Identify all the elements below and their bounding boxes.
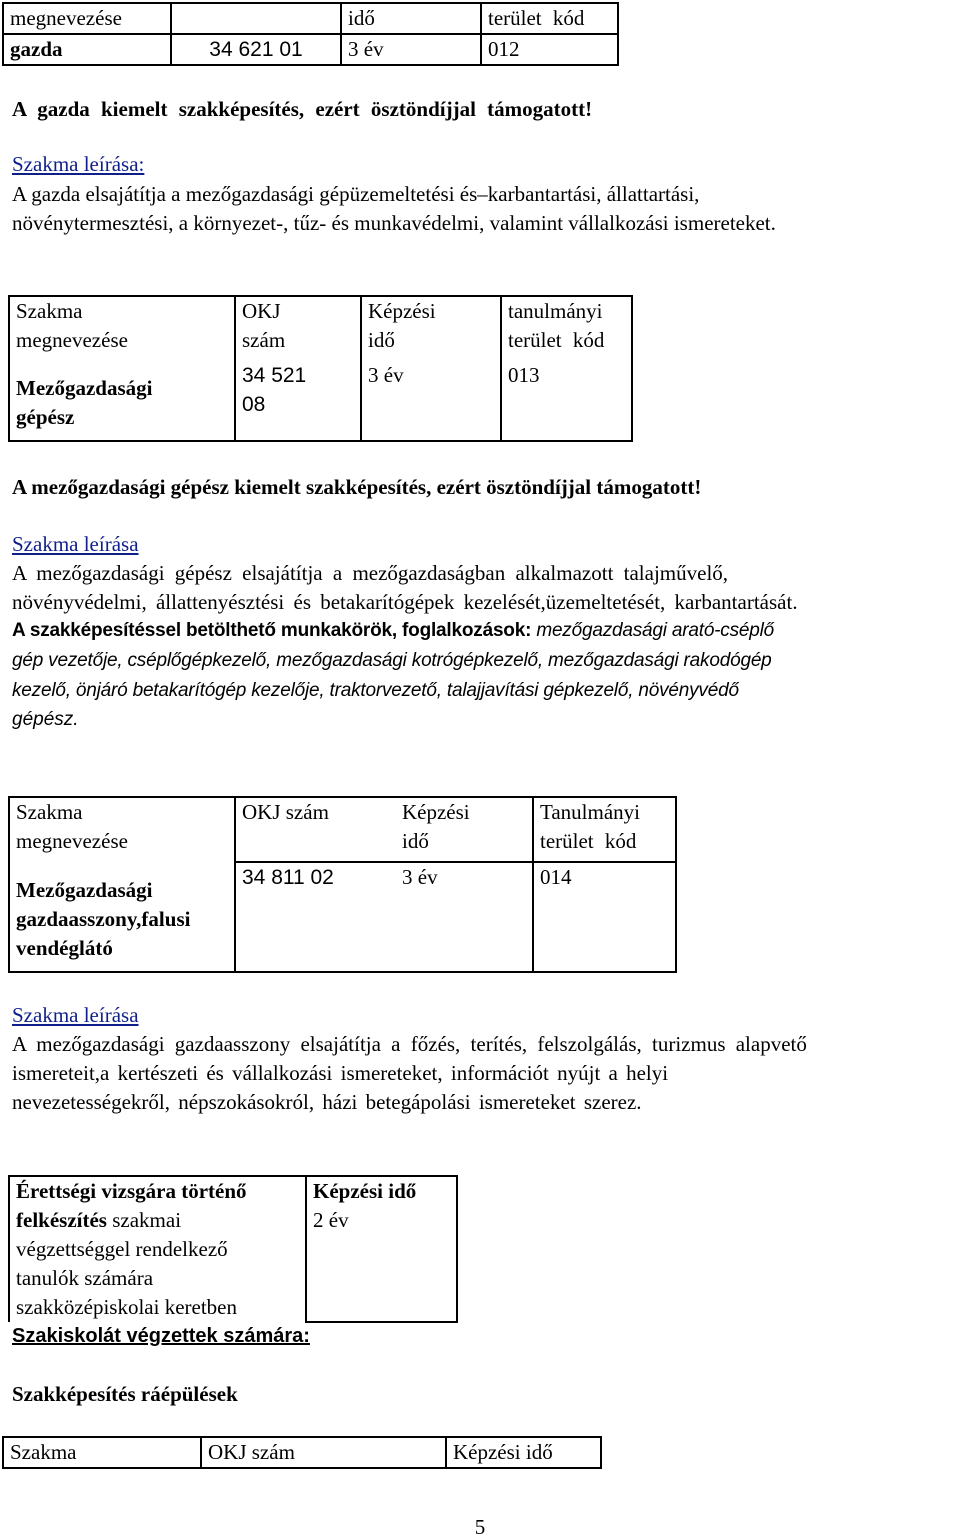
- table-row: [9, 797, 676, 862]
- header-okj: OKJ: [242, 299, 281, 323]
- description-heading: Szakma leírása: [12, 532, 139, 556]
- header-terulet-kod: terület kód: [508, 328, 605, 352]
- exam-prep-text: szakközépiskolai keretben: [16, 1295, 237, 1319]
- cell-header: [533, 797, 676, 862]
- cell-name: [9, 862, 235, 972]
- header-szam: szám: [242, 328, 286, 352]
- jobs-line: gépész.: [12, 709, 79, 730]
- header-terulet-kod: terület kód: [488, 6, 585, 30]
- cell-name: [3, 34, 171, 65]
- cell-time: [361, 361, 501, 441]
- profession-name: gazdaasszony,falusi: [16, 906, 191, 931]
- cell-header: [501, 296, 632, 361]
- header-cell: [3, 3, 171, 34]
- cell-code: [501, 361, 632, 441]
- header-okj-szam: OKJ szám: [208, 1440, 295, 1464]
- table-row: [9, 862, 676, 972]
- header-kepzesi: Képzési: [368, 299, 436, 323]
- profession-name: Mezőgazdasági: [16, 877, 153, 902]
- cell-header: [9, 797, 235, 862]
- area-code: 014: [540, 864, 572, 889]
- jobs-text: mezőgazdasági arató-cséplő: [536, 620, 775, 641]
- header-cell: [171, 3, 341, 34]
- description-line: növényvédelmi, állattenyésztési és betakarítógépek kezelését,üzemeltetését, karbantartását.: [12, 590, 798, 614]
- description-heading: Szakma leírása: [12, 1003, 139, 1027]
- exam-prep-title: Érettségi vizsgára történő: [16, 1179, 247, 1203]
- okj-number: 34 811 02: [242, 865, 334, 889]
- cell-header: [235, 296, 361, 361]
- header-ido: idő: [348, 6, 375, 30]
- profession-name: gépész: [16, 405, 75, 430]
- cell-time: [396, 862, 533, 972]
- cell-header: [235, 797, 396, 862]
- exam-prep-text: végzettséggel rendelkező: [16, 1237, 228, 1261]
- table-row: [9, 361, 632, 441]
- cell-okj: [235, 361, 361, 441]
- header-ido: idő: [402, 829, 429, 853]
- section-heading-raepulesek: Szakképesítés ráépülések: [12, 1382, 238, 1406]
- description-line: A mezőgazdasági gépész elsajátítja a mezőgazdaságban alkalmazott talajművelő,: [12, 561, 729, 585]
- cell-okj: [171, 34, 341, 65]
- description-line: A mezőgazdasági gazdaasszony elsajátítja a főzés, terítés, felszolgálás, turizmus alapvető: [12, 1032, 807, 1056]
- header-kepzesi-ido: Képzési idő: [313, 1179, 417, 1203]
- description-line: növénytermesztési, a környezet-, tűz- és munkavédelmi, valamint vállalkozási ismereteket.: [12, 211, 776, 235]
- okj-number: 08: [242, 393, 266, 417]
- header-megnevezese: megnevezése: [16, 829, 128, 853]
- jobs-line: kezelő, önjáró betakarítógép kezelője, traktorvezető, talajjavítási gépkezelő, növényvédő: [12, 680, 739, 701]
- table-gazdaasszony: [8, 796, 677, 973]
- profession-name: Mezőgazdasági: [16, 376, 153, 401]
- table-erettsegi: [8, 1175, 458, 1323]
- okj-number: 34 521: [242, 364, 307, 388]
- exam-prep-title: felkészítés: [16, 1208, 107, 1232]
- area-code: 012: [488, 37, 520, 61]
- jobs-line: gép vezetője, cséplőgépkezelő, mezőgazdasági kotrógépkezelő, mezőgazdasági rakodógép: [12, 650, 772, 671]
- table-gazda: [2, 2, 619, 66]
- cell-name: [9, 361, 235, 441]
- header-cell: [201, 1437, 446, 1468]
- header-kepzesi: Képzési: [402, 800, 470, 824]
- table-raepulesek: [2, 1436, 602, 1469]
- training-time: 3 év: [402, 864, 438, 889]
- supported-notice: A gazda kiemelt szakképesítés, ezért ösztöndíjjal támogatott!: [12, 97, 593, 121]
- table-row: [9, 296, 632, 361]
- cell-code: [533, 862, 676, 972]
- description-line: ismereteit,a kertészeti és vállalkozási ismereteket, információt nyújt a helyi: [12, 1061, 669, 1085]
- header-kepzesi-ido: Képzési idő: [453, 1440, 553, 1464]
- cell-header: [396, 797, 533, 862]
- exam-prep-text: tanulók számára: [16, 1266, 154, 1290]
- header-okj-szam: OKJ szám: [242, 800, 329, 824]
- header-szakma: Szakma: [16, 299, 83, 323]
- header-cell: [341, 3, 481, 34]
- exam-prep-text: szakmai: [106, 1208, 182, 1232]
- table-row: [3, 34, 618, 65]
- header-cell: [3, 1437, 201, 1468]
- supported-notice: A mezőgazdasági gépész kiemelt szakképesítés, ezért ösztöndíjjal támogatott!: [12, 475, 702, 499]
- training-time: 3 év: [348, 37, 384, 61]
- header-terulet-kod: terület kód: [540, 829, 637, 853]
- header-szakma: Szakma: [16, 800, 83, 824]
- header-megnevezese: megnevezése: [16, 328, 128, 352]
- profession-name: gazda: [10, 37, 63, 61]
- cell-description: [9, 1176, 306, 1322]
- description-heading: Szakma leírása:: [12, 152, 145, 176]
- training-time: 2 év: [313, 1208, 349, 1232]
- header-cell: [446, 1437, 601, 1468]
- table-header-row: [3, 3, 618, 34]
- profession-name: vendéglátó: [16, 935, 113, 960]
- description-line: A gazda elsajátítja a mezőgazdasági gépüzemeltetési és–karbantartási, állattartási,: [12, 182, 700, 206]
- table-mezogazdasagi-gepesz: [8, 295, 633, 442]
- header-ido: idő: [368, 328, 395, 352]
- page-number: 5: [474, 1515, 486, 1539]
- cell-time: [341, 34, 481, 65]
- header-cell: [481, 3, 618, 34]
- header-tanulmanyi: tanulmányi: [508, 299, 603, 323]
- section-heading-szakiskola: Szakiskolát végzettek számára:: [12, 1325, 310, 1347]
- cell-time: [306, 1176, 457, 1322]
- cell-header: [361, 296, 501, 361]
- cell-header: [9, 296, 235, 361]
- okj-number: 34 621 01: [209, 38, 303, 61]
- jobs-paragraph: [12, 616, 774, 645]
- jobs-label: A szakképesítéssel betölthető munkakörök, foglalkozások:: [12, 620, 532, 641]
- training-time: 3 év: [368, 363, 404, 388]
- header-megnevezese: megnevezése: [10, 6, 122, 30]
- table-row: [9, 1176, 457, 1322]
- description-line: nevezetességekről, népszokásokról, házi betegápolási ismereteket szerez.: [12, 1090, 642, 1114]
- cell-okj: [235, 862, 396, 972]
- cell-code: [481, 34, 618, 65]
- table-header-row: [3, 1437, 601, 1468]
- area-code: 013: [508, 363, 540, 388]
- header-szakma: Szakma: [10, 1440, 77, 1464]
- header-tanulmanyi: Tanulmányi: [540, 800, 641, 824]
